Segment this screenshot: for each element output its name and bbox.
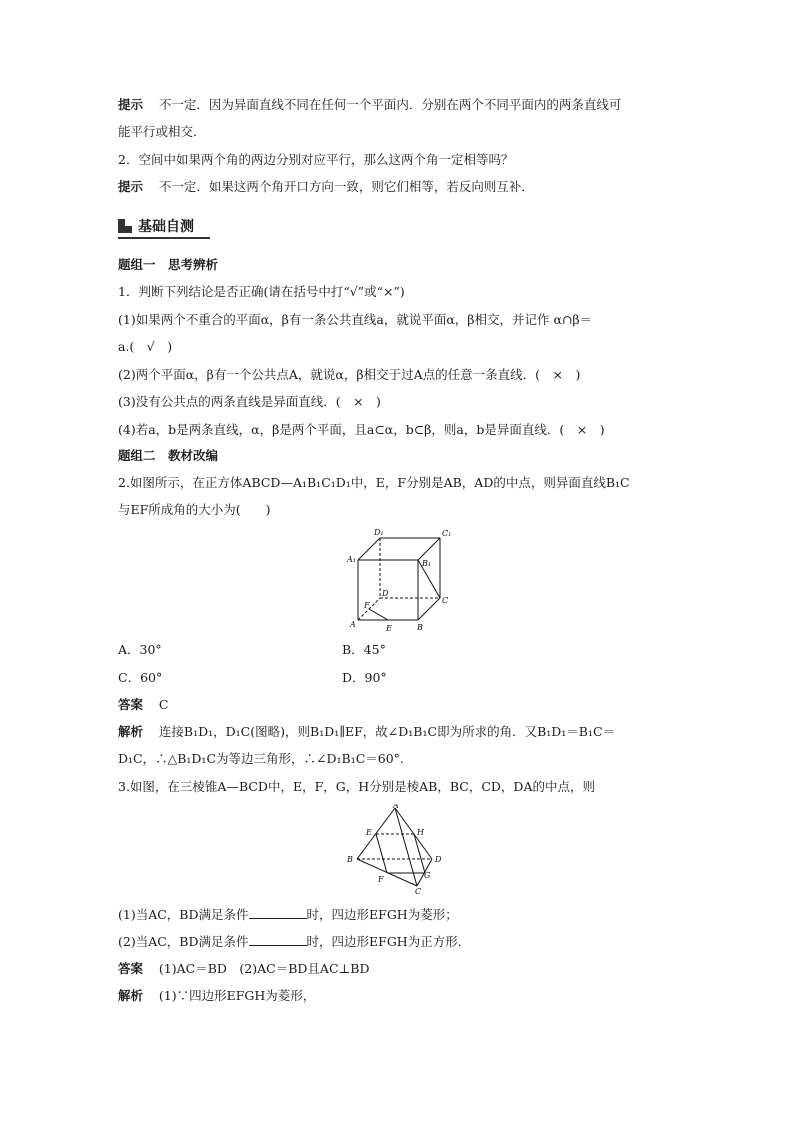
option-a: A．30° — [118, 642, 162, 657]
q1-item-1: (1)如果两个不重合的平面α，β有一条公共直线a，就说平面α，β相交，并记作 α∩β＝ — [118, 312, 593, 327]
hint-1-cont: 能平行或相交． — [118, 124, 206, 139]
hint-text: 不一定．如果这两个角开口方向一致，则它们相等，若反向则互补． — [158, 179, 534, 194]
edge-bc — [418, 598, 440, 620]
section-title: 基础自测 — [138, 219, 194, 235]
q3-part-2-pre: (2)当AC，BD满足条件 — [118, 934, 249, 949]
hint-2 — [118, 178, 534, 196]
label-e: E — [386, 624, 392, 633]
q3-answer — [118, 960, 370, 978]
section-marker-icon — [118, 219, 132, 233]
think-question-2: 2．空间中如果两个角的两边分别对应平行，那么这两个角一定相等吗？ — [118, 152, 514, 167]
label-h: H — [417, 828, 424, 837]
analysis-text: 连接B₁D₁，D₁C(图略)，则B₁D₁∥EF，故∠D₁B₁C即为所求的角．又B₁D₁＝B₁C＝ — [158, 724, 616, 739]
answer-label: 答案 — [118, 697, 144, 712]
q3-stem: 3.如图，在三棱锥A—BCD中，E，F，G，H分别是棱AB，BC，CD，DA的中点，则 — [118, 779, 595, 794]
segment-ef — [369, 609, 388, 620]
label-d: D — [382, 589, 389, 598]
q2-answer — [118, 696, 169, 714]
option-b: B．45° — [342, 642, 386, 657]
label-b1: B₁ — [422, 559, 432, 568]
label-d: D — [435, 855, 442, 864]
tetrahedron-figure — [342, 804, 448, 896]
edge-b1c1 — [418, 538, 440, 560]
q3-part-2 — [118, 933, 470, 951]
q1-item-2: (2)两个平面α，β有一个公共点A，就说α，β相交于过A点的任意一条直线．( × ) — [118, 367, 581, 382]
label-b: B — [347, 855, 353, 864]
q2-stem: 2.如图所示，在正方体ABCD—A₁B₁C₁D₁中，E，F分别是AB，AD的中点，则异面直线B₁C — [118, 475, 630, 490]
hint-1 — [118, 96, 621, 114]
q1-item-1-cont: a.( √ ) — [118, 339, 173, 354]
q1-stem: 1．判断下列结论是否正确(请在括号中打“√”或“×”) — [118, 284, 405, 299]
fill-blank-2[interactable] — [249, 933, 307, 946]
q2-analysis-cont: D₁C，∴△B₁D₁C为等边三角形，∴∠D₁B₁C＝60°. — [118, 751, 404, 766]
hint-label: 提示 — [118, 97, 144, 112]
section-underline — [118, 237, 210, 239]
q1-item-3: (3)没有公共点的两条直线是异面直线．( × ) — [118, 394, 381, 409]
analysis-label: 解析 — [118, 724, 144, 739]
q2-analysis — [118, 723, 615, 741]
q1-item-4: (4)若a，b是两条直线，α，β是两个平面，且a⊂α，b⊂β，则a，b是异面直线．( × ) — [118, 422, 605, 437]
section-header — [118, 215, 210, 239]
q3-part-2-post: 时，四边形EFGH为正方形． — [306, 934, 471, 949]
answer-text: (1)AC＝BD (2)AC＝BD且AC⊥BD — [158, 961, 370, 976]
answer-label: 答案 — [118, 961, 144, 976]
label-e: E — [366, 828, 372, 837]
edge-a1d1 — [358, 538, 380, 560]
option-d: D．90° — [342, 670, 387, 685]
label-d1: D₁ — [374, 528, 384, 537]
label-b: B — [417, 623, 423, 632]
label-a: A — [393, 804, 399, 810]
edge-ac — [395, 808, 417, 886]
label-c: C — [442, 596, 449, 605]
label-a1: A₁ — [347, 555, 356, 564]
label-f: F — [364, 601, 370, 610]
q3-part-1-post: 时，四边形EFGH为菱形； — [306, 907, 458, 922]
segment-gh — [414, 834, 425, 873]
label-g: G — [424, 871, 431, 880]
analysis-text: (1)∵四边形EFGH为菱形， — [158, 988, 316, 1003]
analysis-label: 解析 — [118, 988, 144, 1003]
label-c1: C₁ — [442, 529, 452, 538]
segment-ef — [376, 834, 387, 873]
label-f: F — [378, 875, 384, 884]
hint-text: 不一定．因为异面直线不同在任何一个平面内．分别在两个不同平面内的两条直线可 — [158, 97, 622, 112]
cube-figure — [340, 524, 460, 636]
group-1-title: 题组一 思考辨析 — [118, 257, 219, 272]
hint-label: 提示 — [118, 179, 144, 194]
option-c: C．60° — [118, 670, 163, 685]
q2-stem-cont: 与EF所成角的大小为( ) — [118, 502, 271, 517]
q3-part-1-pre: (1)当AC，BD满足条件 — [118, 907, 249, 922]
answer-text: C — [158, 697, 169, 712]
group-2-title: 题组二 教材改编 — [118, 448, 219, 463]
q3-part-1 — [118, 906, 458, 924]
label-c: C — [415, 887, 422, 896]
label-a: A — [350, 620, 356, 629]
fill-blank-1[interactable] — [249, 906, 307, 919]
q3-analysis — [118, 987, 315, 1005]
